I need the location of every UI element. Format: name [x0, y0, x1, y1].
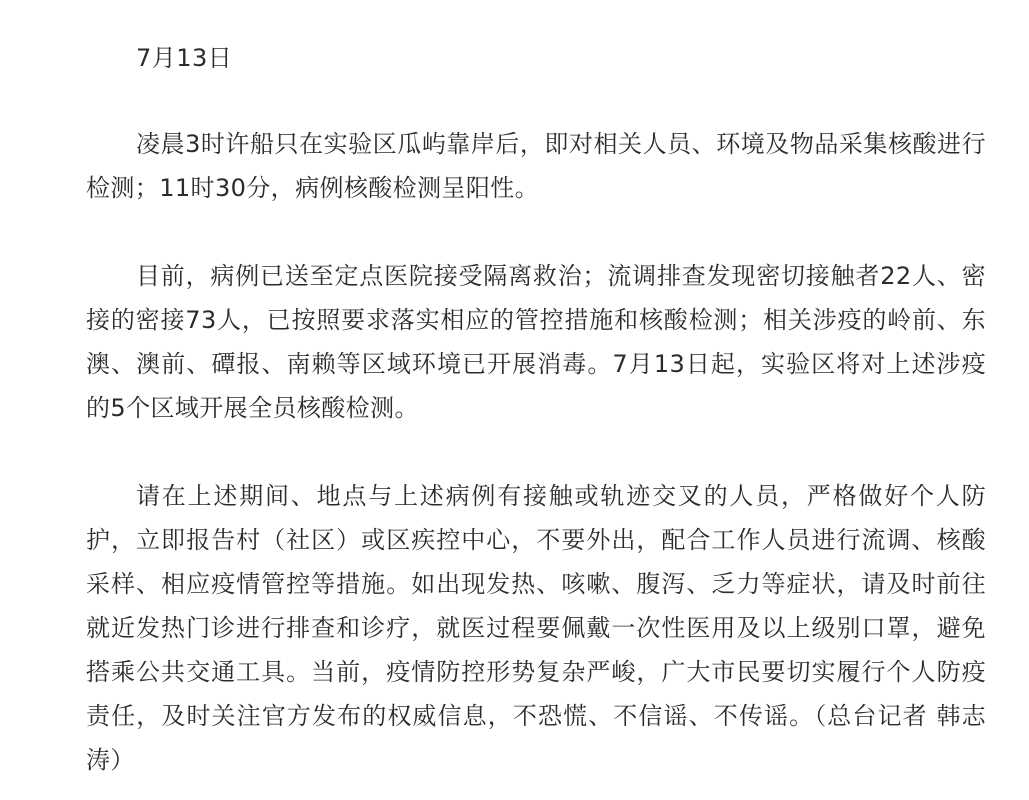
article-paragraph-detection: 凌晨3时许船只在实验区瓜屿靠岸后，即对相关人员、环境及物品采集核酸进行检测；11时30分，病例核酸检测呈阳性。	[86, 130, 986, 202]
article-paragraph-response-measures: 目前，病例已送至定点医院接受隔离救治；流调排查发现密切接触者22人、密接的密接73人，已按照要求落实相应的管控措施和核酸检测；相关涉疫的岭前、东澳、澳前、磹报、南赖等区域环境已开展消毒。7月13日起，实验区将对上述涉疫的5个区域开展全员核酸检测。	[86, 262, 986, 422]
news-article	[86, 36, 986, 782]
article-paragraph-public-notice: 请在上述期间、地点与上述病例有接触或轨迹交叉的人员，严格做好个人防护，立即报告村（社区）或区疾控中心，不要外出，配合工作人员进行流调、核酸采样、相应疫情管控等措施。如出现发热、咳嗽、腹泻、乏力等症状，请及时前往就近发热门诊进行排查和诊疗，就医过程要佩戴一次性医用及以上级别口罩，避免搭乘公共交通工具。当前，疫情防控形势复杂严峻，广大市民要切实履行个人防疫责任，及时关注官方发布的权威信息，不恐慌、不信谣、不传谣。（总台记者 韩志涛）	[86, 482, 986, 774]
article-date: 7月13日	[136, 44, 233, 72]
